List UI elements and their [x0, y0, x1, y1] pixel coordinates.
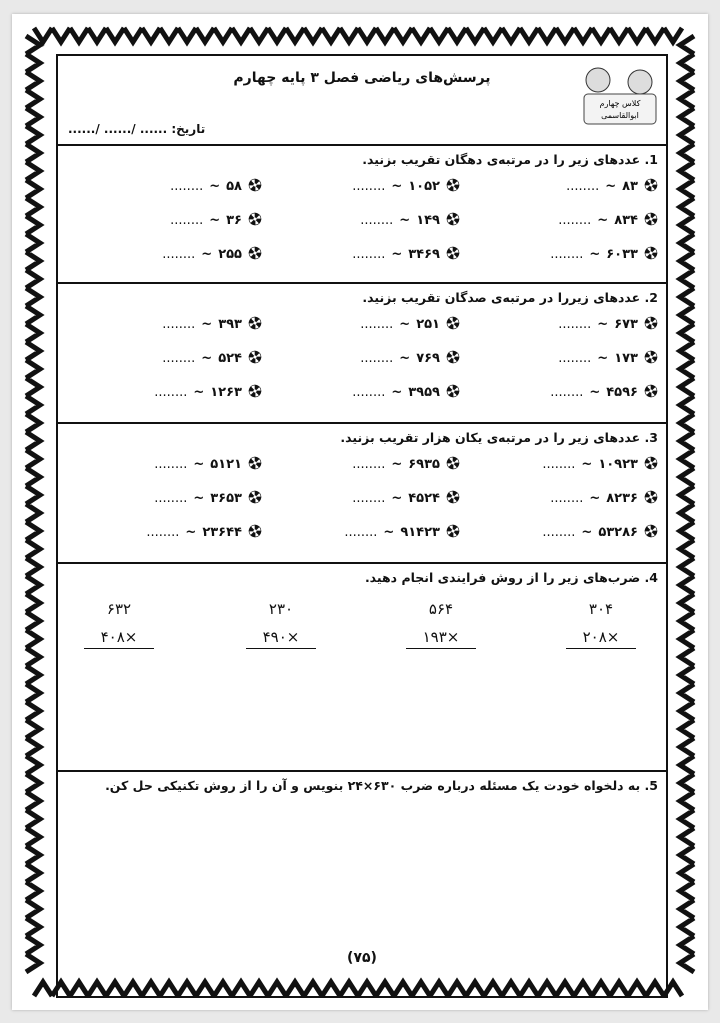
multiplicand: ۶۳۲ — [106, 600, 132, 618]
multiplier: ×۴۰۸ — [84, 628, 154, 649]
pinwheel-icon — [248, 490, 262, 504]
pinwheel-icon — [446, 246, 460, 260]
pinwheel-icon — [644, 350, 658, 364]
rounding-item — [260, 212, 460, 228]
pinwheel-icon — [248, 246, 262, 260]
rounding-item — [458, 524, 658, 540]
pinwheel-icon — [446, 316, 460, 330]
items-row — [58, 524, 666, 558]
answer-blank[interactable]: ........ — [558, 317, 592, 332]
item-number: ۵۱۲۱ — [210, 457, 242, 472]
rounding-item — [260, 350, 460, 366]
pinwheel-icon — [644, 212, 658, 226]
multiplicand: ۲۳۰ — [268, 600, 294, 618]
rounding-item — [62, 384, 262, 400]
rounding-item — [260, 316, 460, 332]
pinwheel-icon — [644, 316, 658, 330]
question-4: 4. ضرب‌های زیر را از روش فرایندی انجام دهید. — [364, 570, 658, 585]
pinwheel-icon — [644, 456, 658, 470]
approx-sign: ~ — [201, 317, 213, 332]
logo-text-2: ابوالقاسمی — [601, 111, 639, 120]
approx-sign: ~ — [391, 491, 403, 506]
item-number: ۳۹۵۹ — [408, 385, 440, 400]
pinwheel-icon — [248, 316, 262, 330]
approx-sign: ~ — [581, 525, 593, 540]
answer-blank[interactable]: ........ — [154, 457, 188, 472]
approx-sign: ~ — [605, 179, 617, 194]
item-number: ۳۶۵۳ — [210, 491, 242, 506]
pinwheel-icon — [446, 350, 460, 364]
pinwheel-icon — [248, 350, 262, 364]
approx-sign: ~ — [399, 351, 411, 366]
pinwheel-icon — [644, 524, 658, 538]
approx-sign: ~ — [193, 385, 205, 400]
answer-blank[interactable]: ........ — [550, 385, 584, 400]
approx-sign: ~ — [597, 213, 609, 228]
answer-blank[interactable]: ........ — [344, 525, 378, 540]
answer-blank[interactable]: ........ — [170, 179, 204, 194]
rounding-item — [458, 178, 658, 194]
pinwheel-icon — [248, 384, 262, 398]
item-number: ۸۲۳۶ — [606, 491, 638, 506]
item-number: ۳۹۳ — [218, 317, 242, 332]
question-5: 5. به دلخواه خودت یک مسئله درباره ضرب ۶۳۰×۲۴ بنویس و آن را از روش تکنیکی حل کن. — [105, 778, 658, 793]
item-number: ۱۰۹۲۳ — [598, 457, 638, 472]
header — [58, 56, 666, 144]
multiplier: ×۱۹۳ — [406, 628, 476, 649]
pinwheel-icon — [644, 490, 658, 504]
date-field: تاریخ: ...... /...... /...... — [68, 122, 206, 136]
answer-blank[interactable]: ........ — [154, 491, 188, 506]
item-number: ۲۵۱ — [416, 317, 440, 332]
approx-sign: ~ — [391, 179, 403, 194]
approx-sign: ~ — [581, 457, 593, 472]
approx-sign: ~ — [399, 213, 411, 228]
items-grid-2 — [58, 316, 666, 418]
multiplication-problem — [406, 600, 476, 649]
item-number: ۲۵۵ — [218, 247, 242, 262]
pinwheel-icon — [446, 524, 460, 538]
page-number: (۷۵) — [347, 950, 377, 966]
approx-sign: ~ — [209, 213, 221, 228]
question-3: 3. عددهای زیر را در مرتبه‌ی یکان هزار تقریب بزنید. — [340, 430, 658, 445]
section-3 — [58, 422, 666, 564]
rounding-item — [458, 490, 658, 506]
answer-blank[interactable]: ........ — [542, 525, 576, 540]
pinwheel-icon — [644, 246, 658, 260]
question-1: 1. عددهای زیر را در مرتبه‌ی دهگان تقریب بزنید. — [362, 152, 658, 167]
section-4 — [58, 562, 666, 772]
approx-sign: ~ — [201, 247, 213, 262]
pinwheel-icon — [644, 178, 658, 192]
answer-blank[interactable]: ........ — [170, 213, 204, 228]
answer-blank[interactable]: ........ — [558, 213, 592, 228]
rounding-item — [260, 246, 460, 262]
rounding-item — [260, 490, 460, 506]
section-2 — [58, 282, 666, 424]
pinwheel-icon — [248, 212, 262, 226]
approx-sign: ~ — [589, 247, 601, 262]
item-number: ۸۳۴ — [614, 213, 638, 228]
rounding-item — [62, 490, 262, 506]
item-number: ۴۵۲۴ — [408, 491, 440, 506]
approx-sign: ~ — [201, 351, 213, 366]
pinwheel-icon — [446, 490, 460, 504]
approx-sign: ~ — [597, 351, 609, 366]
rounding-item — [458, 350, 658, 366]
rounding-item — [260, 456, 460, 472]
multiplication-problem — [84, 600, 154, 649]
multiplier: ×۴۹۰ — [246, 628, 316, 649]
items-row — [58, 490, 666, 524]
item-number: ۱۴۹ — [416, 213, 440, 228]
item-number: ۱۷۳ — [614, 351, 638, 366]
item-number: ۴۵۹۶ — [606, 385, 638, 400]
pinwheel-icon — [446, 384, 460, 398]
answer-blank[interactable]: ........ — [558, 351, 592, 366]
answer-blank[interactable]: ........ — [162, 247, 196, 262]
approx-sign: ~ — [399, 317, 411, 332]
answer-blank[interactable]: ........ — [146, 525, 180, 540]
answer-blank[interactable]: ........ — [154, 385, 188, 400]
items-row — [58, 384, 666, 418]
approx-sign: ~ — [185, 525, 197, 540]
rounding-item — [458, 456, 658, 472]
item-number: ۶۰۳۳ — [606, 247, 638, 262]
multiplication-problem — [566, 600, 636, 649]
approx-sign: ~ — [209, 179, 221, 194]
answer-blank[interactable]: ........ — [352, 457, 386, 472]
items-row — [58, 212, 666, 246]
rounding-item — [458, 246, 658, 262]
rounding-item — [260, 178, 460, 194]
approx-sign: ~ — [391, 385, 403, 400]
approx-sign: ~ — [391, 457, 403, 472]
answer-blank[interactable]: ........ — [352, 491, 386, 506]
approx-sign: ~ — [193, 457, 205, 472]
rounding-item — [260, 524, 460, 540]
page-title: پرسش‌های ریاضی فصل ۳ پایه چهارم — [233, 70, 491, 86]
pinwheel-icon — [446, 178, 460, 192]
approx-sign: ~ — [597, 317, 609, 332]
pinwheel-icon — [248, 178, 262, 192]
item-number: ۶۷۳ — [614, 317, 638, 332]
item-number: ۱۰۵۲ — [408, 179, 440, 194]
rounding-item — [62, 316, 262, 332]
approx-sign: ~ — [589, 491, 601, 506]
rounding-item — [62, 246, 262, 262]
multiplicand: ۵۶۴ — [428, 600, 454, 618]
multiplier: ×۲۰۸ — [566, 628, 636, 649]
section-1 — [58, 144, 666, 284]
answer-blank[interactable]: ........ — [162, 351, 196, 366]
item-number: ۳۴۶۹ — [408, 247, 440, 262]
answer-blank[interactable]: ........ — [352, 385, 386, 400]
worksheet-page — [12, 14, 708, 1010]
items-grid-1 — [58, 178, 666, 280]
logo-text-1: کلاس چهارم — [599, 99, 641, 108]
answer-blank[interactable]: ........ — [360, 351, 394, 366]
answer-blank[interactable]: ........ — [566, 179, 600, 194]
approx-sign: ~ — [391, 247, 403, 262]
answer-blank[interactable]: ........ — [360, 317, 394, 332]
question-2: 2. عددهای زیررا در مرتبه‌ی صدگان تقریب بزنید. — [362, 290, 658, 305]
item-number: ۹۱۴۲۳ — [400, 525, 440, 540]
rounding-item — [62, 524, 262, 540]
multiplication-problem — [246, 600, 316, 649]
item-number: ۵۲۴ — [218, 351, 242, 366]
items-row — [58, 246, 666, 280]
pinwheel-icon — [248, 524, 262, 538]
item-number: ۵۳۲۸۶ — [598, 525, 638, 540]
pinwheel-icon — [644, 384, 658, 398]
answer-blank[interactable]: ........ — [360, 213, 394, 228]
rounding-item — [62, 212, 262, 228]
rounding-item — [458, 316, 658, 332]
item-number: ۲۳۶۴۴ — [202, 525, 242, 540]
rounding-item — [458, 384, 658, 400]
rounding-item — [62, 350, 262, 366]
pinwheel-icon — [446, 456, 460, 470]
approx-sign: ~ — [383, 525, 395, 540]
item-number: ۶۹۳۵ — [408, 457, 440, 472]
pinwheel-icon — [446, 212, 460, 226]
items-row — [58, 350, 666, 384]
multiplicand: ۳۰۴ — [588, 600, 614, 618]
rounding-item — [458, 212, 658, 228]
rounding-item — [62, 178, 262, 194]
answer-blank[interactable]: ........ — [550, 491, 584, 506]
answer-blank[interactable]: ........ — [352, 179, 386, 194]
answer-blank[interactable]: ........ — [352, 247, 386, 262]
items-row — [58, 316, 666, 350]
rounding-item — [62, 456, 262, 472]
items-row — [58, 456, 666, 490]
pinwheel-icon — [248, 456, 262, 470]
item-number: ۵۸ — [226, 179, 242, 194]
items-grid-3 — [58, 456, 666, 558]
rounding-item — [260, 384, 460, 400]
item-number: ۸۳ — [622, 179, 638, 194]
answer-blank[interactable]: ........ — [542, 457, 576, 472]
items-row — [58, 178, 666, 212]
approx-sign: ~ — [589, 385, 601, 400]
approx-sign: ~ — [193, 491, 205, 506]
worksheet-frame — [56, 54, 668, 998]
answer-blank[interactable]: ........ — [550, 247, 584, 262]
answer-blank[interactable]: ........ — [162, 317, 196, 332]
item-number: ۷۶۹ — [416, 351, 440, 366]
item-number: ۳۶ — [226, 213, 242, 228]
item-number: ۱۲۶۳ — [210, 385, 242, 400]
